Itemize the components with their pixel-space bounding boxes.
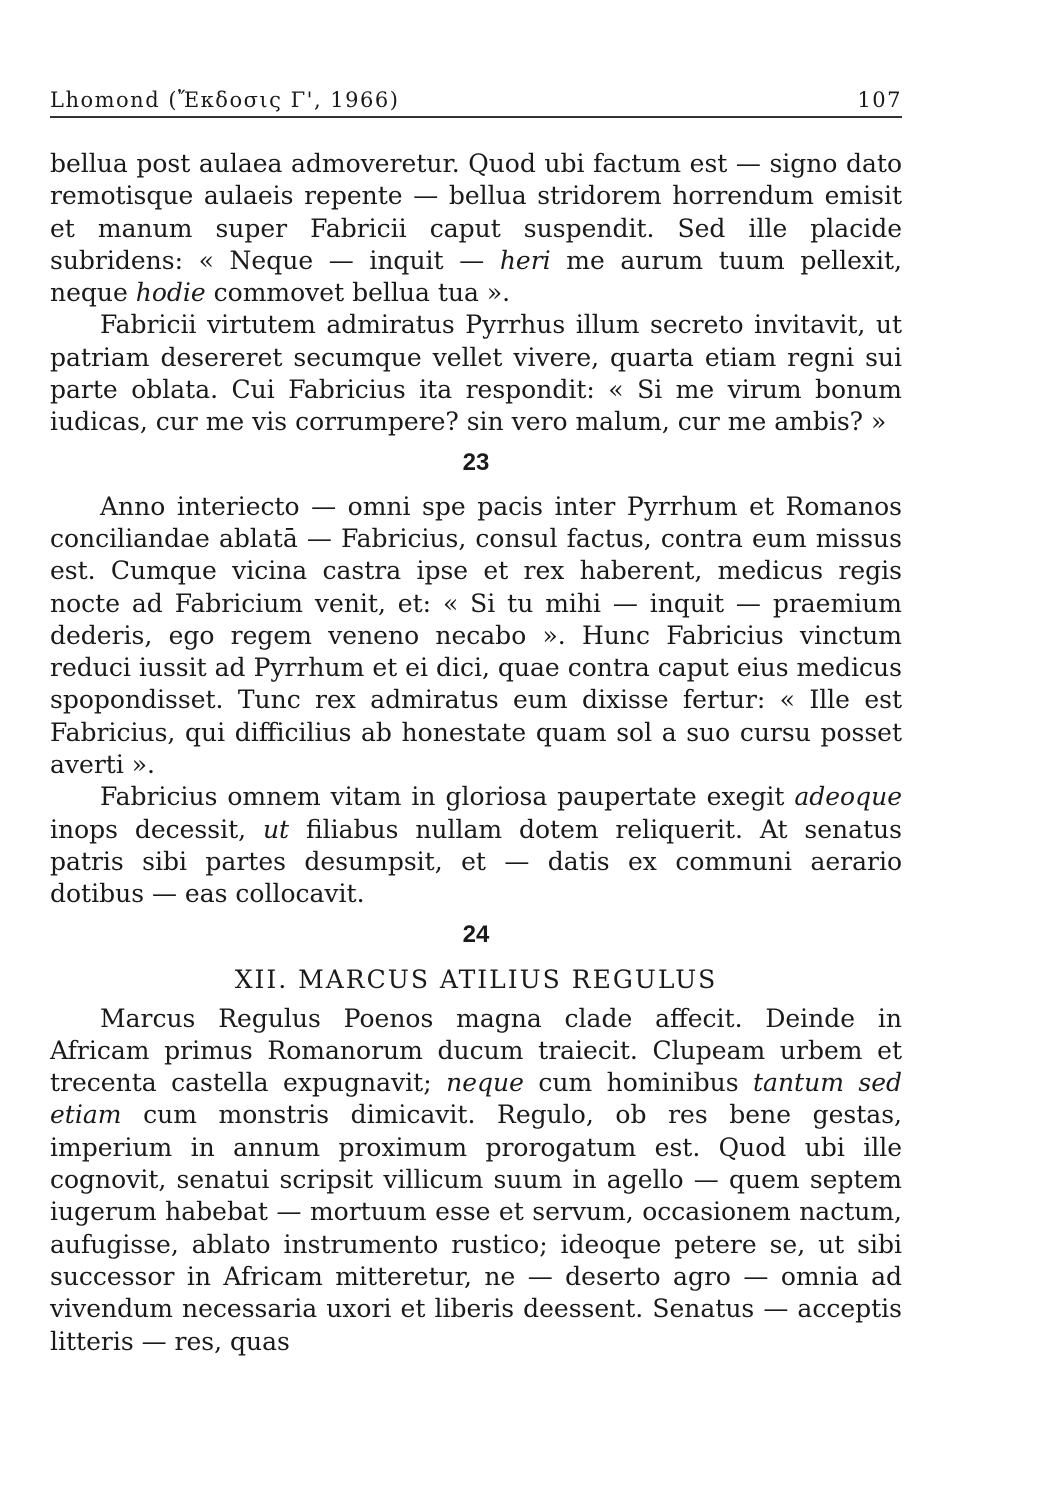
italic-run: tantum sed etiam: [50, 1068, 902, 1130]
section-number-24: 24: [462, 920, 490, 948]
running-title: Lhomond (Ἔκδοσις Γ', 1966): [50, 88, 400, 112]
italic-run: ut: [262, 814, 290, 844]
text-run: commovet bellua tua ».: [205, 278, 511, 308]
paragraph-3: Anno interiecto — omni spe pacis inter Pyrrhum et Romanos conciliandae ablatā — Fabricius, consul factus, contra eum missus est. Cumque vicina castra ipse et rex haberent, medicus regis nocte ad Fabricium venit, et: « Si tu mihi — inquit — praemium dederis, ego regem veneno necabo ». Hunc Fabricius vinctum reduci iussit ad Pyrrhum et ei dici, quae contra caput eius medicus spopondisset. Tunc rex admiratus eum dixisse fertur: « Ille est Fabricius, qui difficilius ab honestate quam sol a suo cursu posset averti ».: [50, 491, 902, 780]
section-number-23: 23: [462, 448, 490, 476]
text-run: filiabus nullam dotem reliquerit. At senatus patris sibi partes desumpsit, et — datis ex communi aerario dotibus — eas collocavit.: [50, 814, 902, 909]
text-run: Fabricius omnem vitam in gloriosa paupertate exegit: [100, 782, 795, 812]
italic-run: hodie: [135, 278, 206, 308]
paragraph-1: [50, 148, 902, 309]
header-rule: [50, 116, 902, 118]
text-run: inops decessit,: [50, 814, 263, 844]
text-run: me aurum tuum pellexit, neque: [50, 245, 902, 308]
paragraph-2: Fabricii virtutem admiratus Pyrrhus illum secreto invitavit, ut patriam desereret secumque vellet vivere, quarta etiam regni sui parte oblata. Cui Fabricius ita respondit: « Si me virum bonum iudicas, cur me vis corrumpere? sin vero malum, cur me ambis? »: [50, 310, 902, 437]
paragraph-5: [50, 1003, 902, 1358]
text-run: bellua post aulaea admoveretur. Quod ubi factum est — signo dato remotisque aulaeis repente — bellua stridorem horrendum emisit et manum super Fabricii caput suspendit. Sed ille placide subridens: « Neque — inquit —: [50, 149, 902, 275]
book-page: [50, 72, 902, 1358]
chapter-title: XII. MARCUS ATILIUS REGULUS: [234, 964, 718, 994]
text-run: cum monstris dimicavit. Regulo, ob res bene gestas, imperium in annum proximum prorogatum est. Quod ubi ille cognovit, senatui scripsit villicum suum in agello — quem septem iugerum habebat — mortuum esse et servum, occasionem nactum, aufugisse, ablato instrumento rustico; ideoque petere se, ut sibi successor in Africam mitteretur, ne — deserto agro — omnia ad vivendum necessaria uxori et liberis deessent. Senatus — acceptis litteris — res, quas: [50, 1100, 902, 1356]
paragraph-4: [50, 781, 902, 910]
text-run: cum hominibus: [523, 1068, 753, 1098]
italic-run: neque: [446, 1068, 524, 1098]
page-number: 107: [857, 88, 902, 112]
italic-run: heri: [499, 245, 551, 275]
body-text: [50, 148, 902, 1358]
running-head: [50, 72, 902, 112]
italic-run: adeoque: [794, 782, 902, 812]
text-run: Marcus Regulus Poenos magna clade affecit. Deinde in Africam primus Romanorum ducum traiecit. Clupeam urbem et trecenta castella expugnavit;: [50, 1003, 902, 1098]
